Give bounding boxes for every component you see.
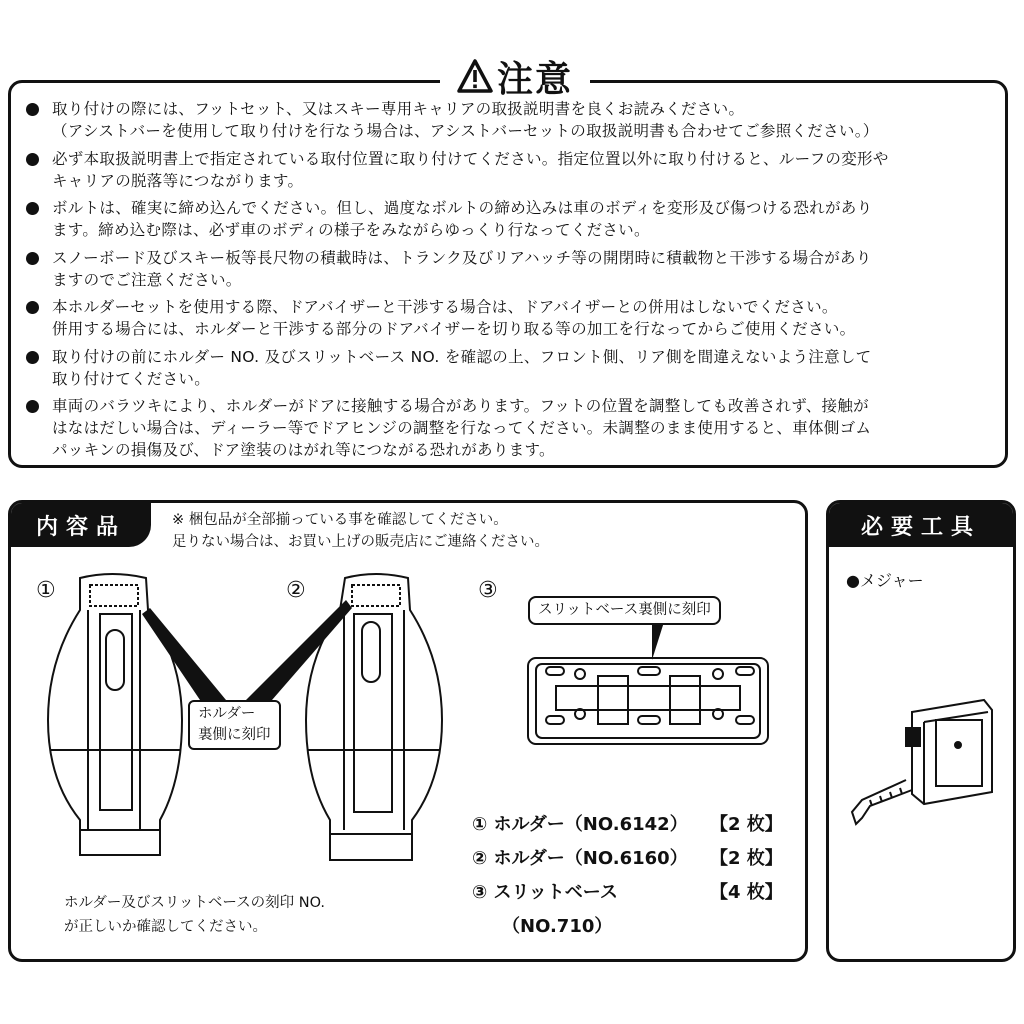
holder-callout-pointers (142, 600, 352, 700)
caution-item: 本ホルダーセットを使用する際、ドアバイザーと干渉する場合は、ドアバイザーとの併用はしないでください。 併用する場合には、ホルダーと干渉する部分のドアバイザーを切り取る等の加工を行なってからご使用ください。 (26, 296, 986, 340)
parts-row (472, 808, 783, 842)
holder-1-number: ① (36, 578, 56, 603)
slit-callout-pointer (652, 622, 664, 660)
holder-callout: ホルダー 裏側に刻印 (188, 700, 281, 750)
tape-measure-icon (852, 700, 992, 824)
caution-title-text: 注意 (496, 58, 573, 100)
holder-1-illustration (48, 574, 182, 855)
slit-base-illustration (528, 658, 768, 744)
tools-tab: 必要工具 (829, 503, 1013, 547)
parts-label: ① ホルダー（NO.6142） (472, 814, 688, 835)
bottom-note: ホルダー及びスリットベースの刻印 NO. が正しいか確認してください。 (64, 895, 326, 935)
parts-row-sub (472, 910, 783, 944)
parts-qty: 【4 枚】 (710, 882, 783, 903)
parts-label: ③ スリットベース (472, 882, 618, 903)
contents-tab: 内容品 (11, 503, 151, 547)
contents-note: ※ 梱包品が全部揃っている事を確認してください。 足りない場合は、お買い上げの販売店にご連絡ください。 (172, 512, 549, 550)
caution-item: 取り付けの際には、フットセット、又はスキー専用キャリアの取扱説明書を良くお読みください。 （アシストバーを使用して取り付けを行なう場合は、アシストバーセットの取扱説明書も合わせてご参照ください。） (26, 98, 986, 142)
holder-2-illustration (306, 574, 442, 860)
caution-item: 取り付けの前にホルダー NO. 及びスリットベース NO. を確認の上、フロント側、リア側を間違えないよう注意して 取り付けてください。 (26, 346, 986, 390)
tools-item: ●メジャー (846, 571, 924, 590)
caution-item: スノーボード及びスキー板等長尺物の積載時は、トランク及びリアハッチ等の開閉時に積載物と干渉する場合があり ますのでご注意ください。 (26, 247, 986, 291)
caution-item: ボルトは、確実に締め込んでください。但し、過度なボルトの締め込みは車のボディを変形及び傷つける恐れがあり ます。締め込む際は、必ず車のボディの様子をみながらゆっくり行なってください。 (26, 197, 986, 241)
slit-base-number: ③ (478, 578, 498, 603)
slit-callout: スリットベース裏側に刻印 (528, 596, 721, 625)
parts-list (472, 808, 783, 944)
parts-qty: 【2 枚】 (710, 814, 783, 835)
parts-qty: 【2 枚】 (710, 848, 783, 869)
caution-item: 車両のバラツキにより、ホルダーがドアに接触する場合があります。フットの位置を調整しても改善されず、接触が はなはだしい場合は、ディーラー等でドアヒンジの調整を行なってください。未調整のまま使用すると、車体側ゴム パッキンの損傷及び、ドア塗装のはがれ等につながる恐れがあります。 (26, 395, 986, 461)
parts-label: ② ホルダー（NO.6160） (472, 848, 688, 869)
parts-row (472, 876, 783, 910)
parts-sub-label: （NO.710） (502, 916, 613, 937)
holder-2-number: ② (286, 578, 306, 603)
caution-item: 必ず本取扱説明書上で指定されている取付位置に取り付けてください。指定位置以外に取り付けると、ルーフの変形や キャリアの脱落等につながります。 (26, 148, 986, 192)
parts-row (472, 842, 783, 876)
